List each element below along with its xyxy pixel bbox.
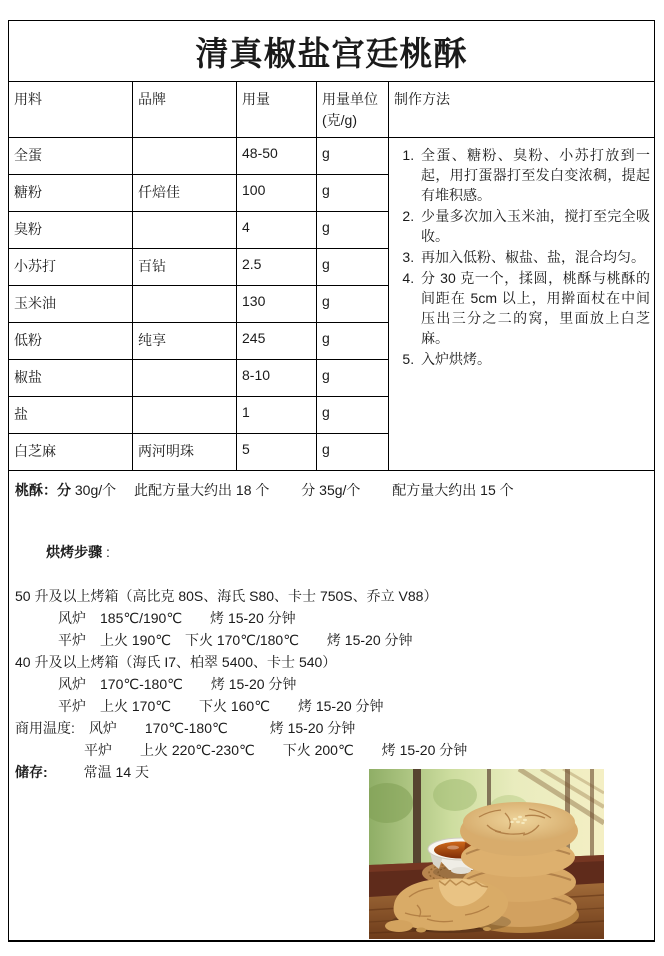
baking-steps-heading xyxy=(9,519,654,585)
table-row xyxy=(9,138,655,175)
ingredient-amount: 4 xyxy=(237,212,317,249)
ingredient-unit: g xyxy=(317,138,389,175)
baking-steps-heading-colon: : xyxy=(102,544,110,560)
ingredient-amount: 2.5 xyxy=(237,249,317,286)
ingredient-brand xyxy=(133,212,237,249)
ingredient-name: 白芝麻 xyxy=(9,434,133,471)
baking-line-50l-deck: 平炉 上火 190℃ 下火 170℃/180℃ 烤 15-20 分钟 xyxy=(58,632,413,648)
ingredient-brand: 两河明珠 xyxy=(133,434,237,471)
ingredient-unit: g xyxy=(317,360,389,397)
ingredient-name: 椒盐 xyxy=(9,360,133,397)
baking-line-40l-deck: 平炉 上火 170℃ 下火 160℃ 烤 15-20 分钟 xyxy=(58,698,384,714)
table-header-row xyxy=(9,82,655,138)
method-step: 3. 再加入低粉、椒盐、盐，混合均匀。 xyxy=(418,247,650,267)
ingredient-brand: 仟焙佳 xyxy=(133,175,237,212)
ingredient-name: 小苏打 xyxy=(9,249,133,286)
method-steps-list xyxy=(394,145,650,369)
method-step: 2. 少量多次加入玉米油，搅打至完全吸收。 xyxy=(418,206,650,246)
ingredient-name: 全蛋 xyxy=(9,138,133,175)
baking-line-40l-convection: 风炉 170℃-180℃ 烤 15-20 分钟 xyxy=(58,676,297,692)
ingredient-unit: g xyxy=(317,249,389,286)
yield-note xyxy=(9,471,654,500)
baking-line-50l-convection: 风炉 185℃/190℃ 烤 15-20 分钟 xyxy=(58,610,296,626)
ingredient-amount: 130 xyxy=(237,286,317,323)
cookies-photo-svg xyxy=(369,769,604,939)
ingredient-name: 臭粉 xyxy=(9,212,133,249)
ingredient-unit: g xyxy=(317,323,389,360)
ingredient-unit: g xyxy=(317,286,389,323)
ingredient-amount: 48-50 xyxy=(237,138,317,175)
yield-note-text: 30g/个 此配方量大约出 18 个 分 35g/个 配方量大约出 15 个 xyxy=(71,482,514,498)
header-unit-line2: (克/g) xyxy=(322,112,357,128)
page-title: 清真椒盐宫廷桃酥 xyxy=(8,20,655,81)
header-unit xyxy=(317,82,389,138)
ingredient-amount: 8-10 xyxy=(237,360,317,397)
ingredient-amount: 245 xyxy=(237,323,317,360)
header-amount: 用量 xyxy=(237,82,317,138)
ingredient-unit: g xyxy=(317,212,389,249)
baking-steps xyxy=(9,519,654,783)
ingredient-amount: 100 xyxy=(237,175,317,212)
ingredient-brand xyxy=(133,138,237,175)
notes-section xyxy=(8,471,655,942)
ingredient-amount: 1 xyxy=(237,397,317,434)
storage-value: 常温 14 天 xyxy=(83,764,150,780)
recipe-document xyxy=(8,20,655,942)
header-method: 制作方法 xyxy=(389,82,655,138)
cookies-photo xyxy=(369,769,604,939)
ingredient-name: 玉米油 xyxy=(9,286,133,323)
header-brand: 品牌 xyxy=(133,82,237,138)
ingredient-unit: g xyxy=(317,434,389,471)
ingredient-unit: g xyxy=(317,175,389,212)
ingredient-brand: 百钻 xyxy=(133,249,237,286)
method-cell xyxy=(389,138,655,471)
method-step: 5. 入炉烘烤。 xyxy=(418,349,650,369)
header-ingredient: 用料 xyxy=(9,82,133,138)
ingredient-unit: g xyxy=(317,397,389,434)
ingredient-brand xyxy=(133,360,237,397)
method-step: 1. 全蛋、糖粉、臭粉、小苏打放到一起，用打蛋器打至发白变浓稠，提起有堆积感。 xyxy=(418,145,650,205)
method-step: 4. 分 30 克一个，揉圆，桃酥与桃酥的间距在 5cm 以上，用擀面杖在中间压出三分之二的窝，里面放上白芝麻。 xyxy=(418,268,650,348)
ingredient-name: 低粉 xyxy=(9,323,133,360)
ingredient-brand xyxy=(133,286,237,323)
baking-line-commercial-deck: 平炉 上火 220℃-230℃ 下火 200℃ 烤 15-20 分钟 xyxy=(84,742,468,758)
ingredients-table xyxy=(8,81,655,471)
baking-steps-heading-text: 烘烤步骤 xyxy=(46,544,103,560)
baking-line-oven-40l: 40 升及以上烤箱（海氏 I7、柏翠 5400、卡士 540） xyxy=(15,654,337,670)
baking-line-commercial-convection: 商用温度: 风炉 170℃-180℃ 烤 15-20 分钟 xyxy=(15,720,356,736)
storage-label: 储存: xyxy=(15,764,48,780)
ingredient-name: 糖粉 xyxy=(9,175,133,212)
ingredient-brand xyxy=(133,397,237,434)
yield-note-label: 桃酥：分 xyxy=(15,482,71,498)
baking-line-oven-50l: 50 升及以上烤箱（高比克 80S、海氏 S80、卡士 750S、乔立 V88） xyxy=(15,588,438,604)
header-unit-line1: 用量单位 xyxy=(322,91,378,107)
ingredient-amount: 5 xyxy=(237,434,317,471)
ingredient-brand: 纯享 xyxy=(133,323,237,360)
ingredient-name: 盐 xyxy=(9,397,133,434)
